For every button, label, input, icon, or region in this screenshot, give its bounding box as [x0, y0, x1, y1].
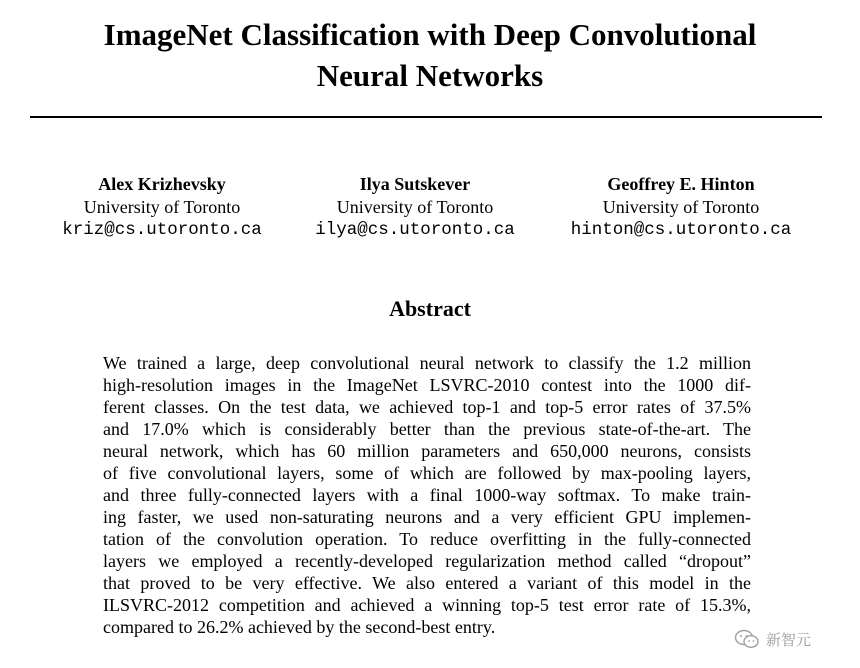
watermark [734, 624, 852, 654]
abstract-body [103, 352, 751, 638]
title-line-1: ImageNet Classification with Deep Convolutional [103, 17, 757, 52]
author-affiliation: University of Toronto [602, 197, 760, 217]
abstract-line: and 17.0% which is considerably better than the previous state-of-the-art. The [103, 419, 751, 439]
author-email: ilya@cs.utoronto.ca [315, 220, 515, 240]
author-name: Geoffrey E. Hinton [607, 174, 755, 194]
author-affiliation: University of Toronto [83, 197, 241, 217]
author-name: Ilya Sutskever [359, 174, 471, 194]
author-block [551, 173, 811, 242]
title-line-2: Neural Networks [316, 58, 544, 93]
author-email: kriz@cs.utoronto.ca [62, 220, 262, 240]
author-affiliation: University of Toronto [336, 197, 494, 217]
abstract-line: high-resolution images in the ImageNet LSVRC-2010 contest into the 1000 dif- [103, 375, 751, 395]
abstract-line: We trained a large, deep convolutional neural network to classify the 1.2 million [103, 353, 751, 373]
abstract-line: tation of the convolution operation. To reduce overfitting in the fully-connected [103, 529, 751, 549]
abstract-line: ing faster, we used non-saturating neurons and a very efficient GPU implemen- [103, 507, 751, 527]
abstract-line: layers we employed a recently-developed regularization method called “dropout” [103, 551, 751, 571]
abstract-line: that proved to be very effective. We also entered a variant of this model in the [103, 573, 751, 593]
abstract-line: ILSVRC-2012 competition and achieved a winning top-5 test error rate of 15.3%, [103, 595, 751, 615]
author-name: Alex Krizhevsky [98, 174, 226, 194]
abstract-line: neural network, which has 60 million parameters and 650,000 neurons, consists [103, 441, 751, 461]
paper-title [0, 14, 860, 96]
abstract-line: ferent classes. On the test data, we achieved top-1 and top-5 error rates of 37.5% [103, 397, 751, 417]
abstract-line: of five convolutional layers, some of which are followed by max-pooling layers, [103, 463, 751, 483]
author-block [42, 173, 282, 242]
watermark-text: 新智元 [766, 630, 812, 649]
author-email: hinton@cs.utoronto.ca [570, 220, 792, 240]
abstract-heading: Abstract [389, 296, 471, 321]
wechat-logo-icon [734, 629, 760, 649]
title-divider [30, 116, 822, 118]
abstract-line: compared to 26.2% achieved by the second-best entry. [103, 617, 496, 637]
abstract-line: and three fully-connected layers with a final 1000-way softmax. To make train- [103, 485, 751, 505]
author-block [295, 173, 535, 242]
